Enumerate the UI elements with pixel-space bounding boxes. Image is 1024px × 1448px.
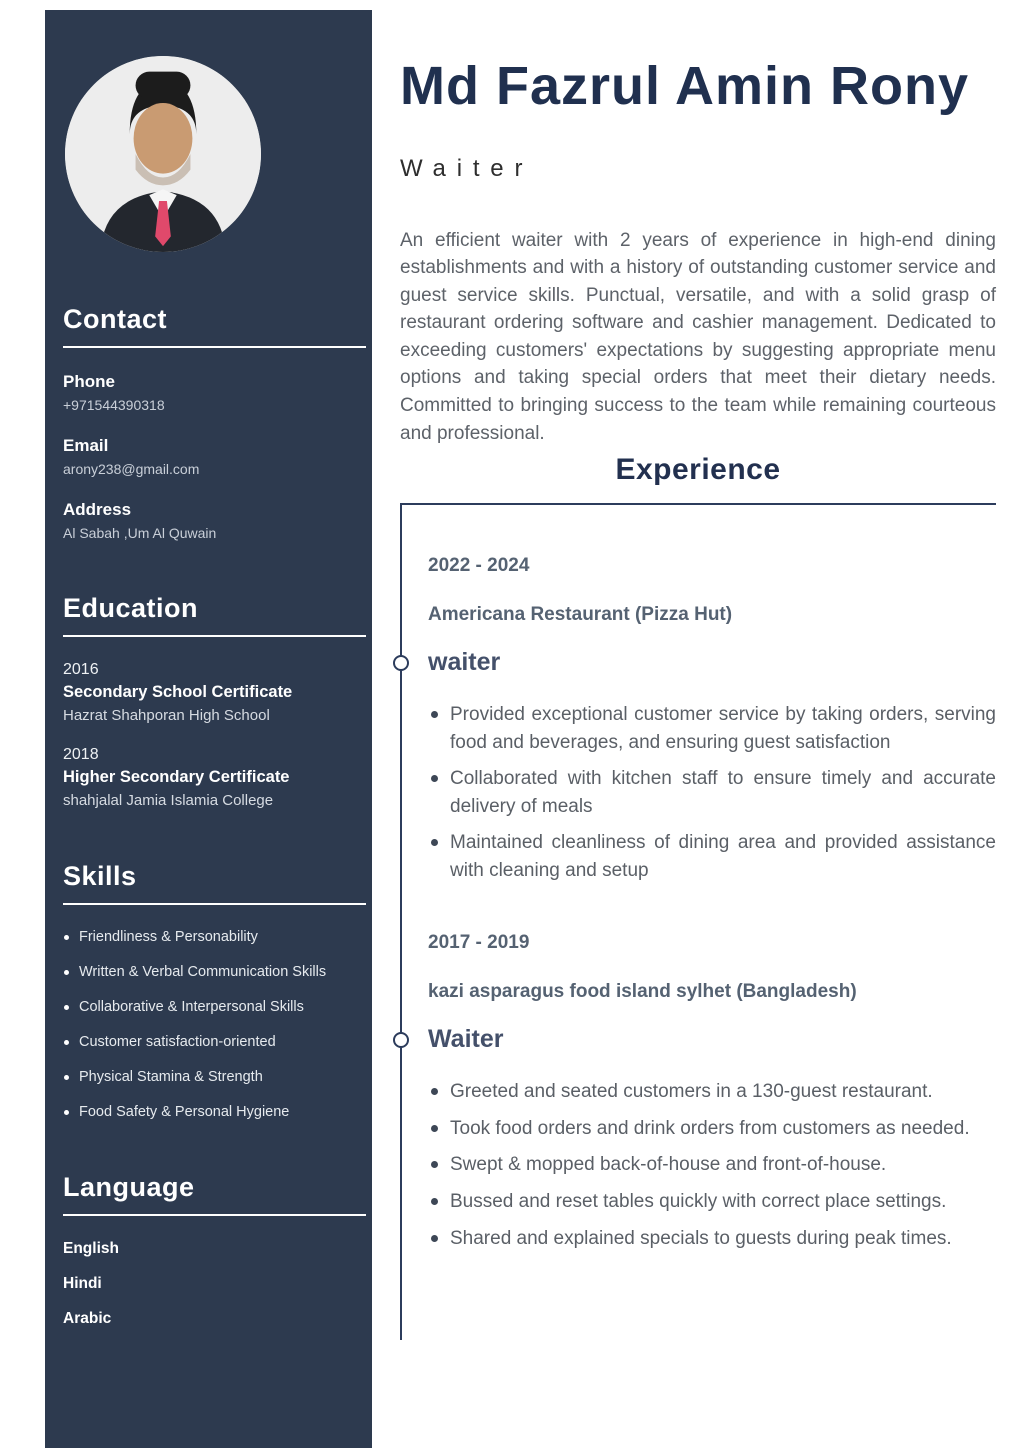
language-section: [63, 1172, 366, 1328]
job-bullet-list: [428, 701, 996, 884]
contact-item-address: [63, 500, 366, 541]
email-label: Email: [63, 436, 109, 455]
job-role: Waiter: [428, 1025, 996, 1054]
contact-heading: Contact: [63, 304, 366, 348]
candidate-name: Md Fazrul Amin Rony: [400, 56, 969, 116]
skill-item: Written & Verbal Communication Skills: [63, 964, 366, 980]
education-institution: shahjalal Jamia Islamia College: [63, 792, 274, 809]
job-dates: 2022 - 2024: [428, 555, 530, 577]
experience-entry: [428, 932, 996, 1252]
address-label: Address: [63, 500, 132, 519]
skill-item: Friendliness & Personability: [63, 929, 366, 945]
skill-item: Food Safety & Personal Hygiene: [63, 1104, 366, 1120]
contact-item-email: [63, 436, 366, 477]
phone-label: Phone: [63, 372, 115, 391]
skills-section: [63, 861, 366, 1120]
experience-timeline: [400, 503, 996, 1340]
job-bullet: Provided exceptional customer service by taking orders, serving food and beverages, and ensuring guest satisfaction: [428, 701, 996, 756]
skill-item: Physical Stamina & Strength: [63, 1069, 366, 1085]
main-content: [400, 0, 996, 1340]
language-list: [63, 1240, 366, 1328]
candidate-role: Waiter: [400, 154, 534, 182]
sidebar: [45, 10, 372, 1448]
email-value: arony238@gmail.com: [63, 461, 200, 477]
language-heading: Language: [63, 1172, 366, 1216]
job-bullet: Collaborated with kitchen staff to ensure timely and accurate delivery of meals: [428, 765, 996, 820]
job-role: waiter: [428, 648, 996, 677]
experience-heading: Experience: [615, 453, 781, 487]
language-item: Hindi: [63, 1275, 102, 1292]
job-bullet-list: [428, 1078, 996, 1252]
address-value: Al Sabah ,Um Al Quwain: [63, 525, 217, 541]
job-company: Americana Restaurant (Pizza Hut): [428, 604, 733, 626]
job-bullet: Bussed and reset tables quickly with correct place settings.: [428, 1188, 996, 1216]
education-year: 2016: [63, 661, 99, 678]
education-institution: Hazrat Shahporan High School: [63, 707, 270, 724]
job-bullet: Maintained cleanliness of dining area and provided assistance with cleaning and setup: [428, 829, 996, 884]
skills-heading: Skills: [63, 861, 366, 905]
job-bullet: Shared and explained specials to guests during peak times.: [428, 1225, 996, 1253]
job-bullet: Took food orders and drink orders from customers as needed.: [428, 1115, 996, 1143]
education-heading: Education: [63, 593, 366, 637]
job-dates: 2017 - 2019: [428, 932, 530, 954]
language-item: English: [63, 1240, 119, 1257]
education-item: [63, 661, 366, 724]
education-degree: Higher Secondary Certificate: [63, 768, 290, 786]
profile-photo: [65, 56, 261, 252]
skill-item: Customer satisfaction-oriented: [63, 1034, 366, 1050]
job-bullet: Swept & mopped back-of-house and front-of-house.: [428, 1151, 996, 1179]
job-company: kazi asparagus food island sylhet (Bangladesh): [428, 981, 857, 1003]
education-item: [63, 746, 366, 809]
education-degree: Secondary School Certificate: [63, 683, 293, 701]
skill-item: Collaborative & Interpersonal Skills: [63, 999, 366, 1015]
education-section: [63, 593, 366, 809]
profile-summary: An efficient waiter with 2 years of experience in high-end dining establishments and with a history of outstanding customer service and guest service skills. Punctual, versatile, and with a solid grasp of restaurant ordering software and cashier management. Dedicated to exceeding customers' expectations by suggesting appropriate menu options and taking special orders that meet their dietary needs. Committed to bringing success to the team while remaining courteous and professional.: [400, 229, 996, 444]
avatar-illustration: [65, 56, 261, 252]
contact-section: [63, 304, 366, 541]
phone-value: +971544390318: [63, 397, 165, 413]
job-bullet: Greeted and seated customers in a 130-guest restaurant.: [428, 1078, 996, 1106]
language-item: Arabic: [63, 1310, 112, 1327]
education-year: 2018: [63, 746, 99, 763]
experience-entry: [428, 555, 996, 884]
contact-item-phone: [63, 372, 366, 413]
skills-list: [63, 929, 366, 1120]
